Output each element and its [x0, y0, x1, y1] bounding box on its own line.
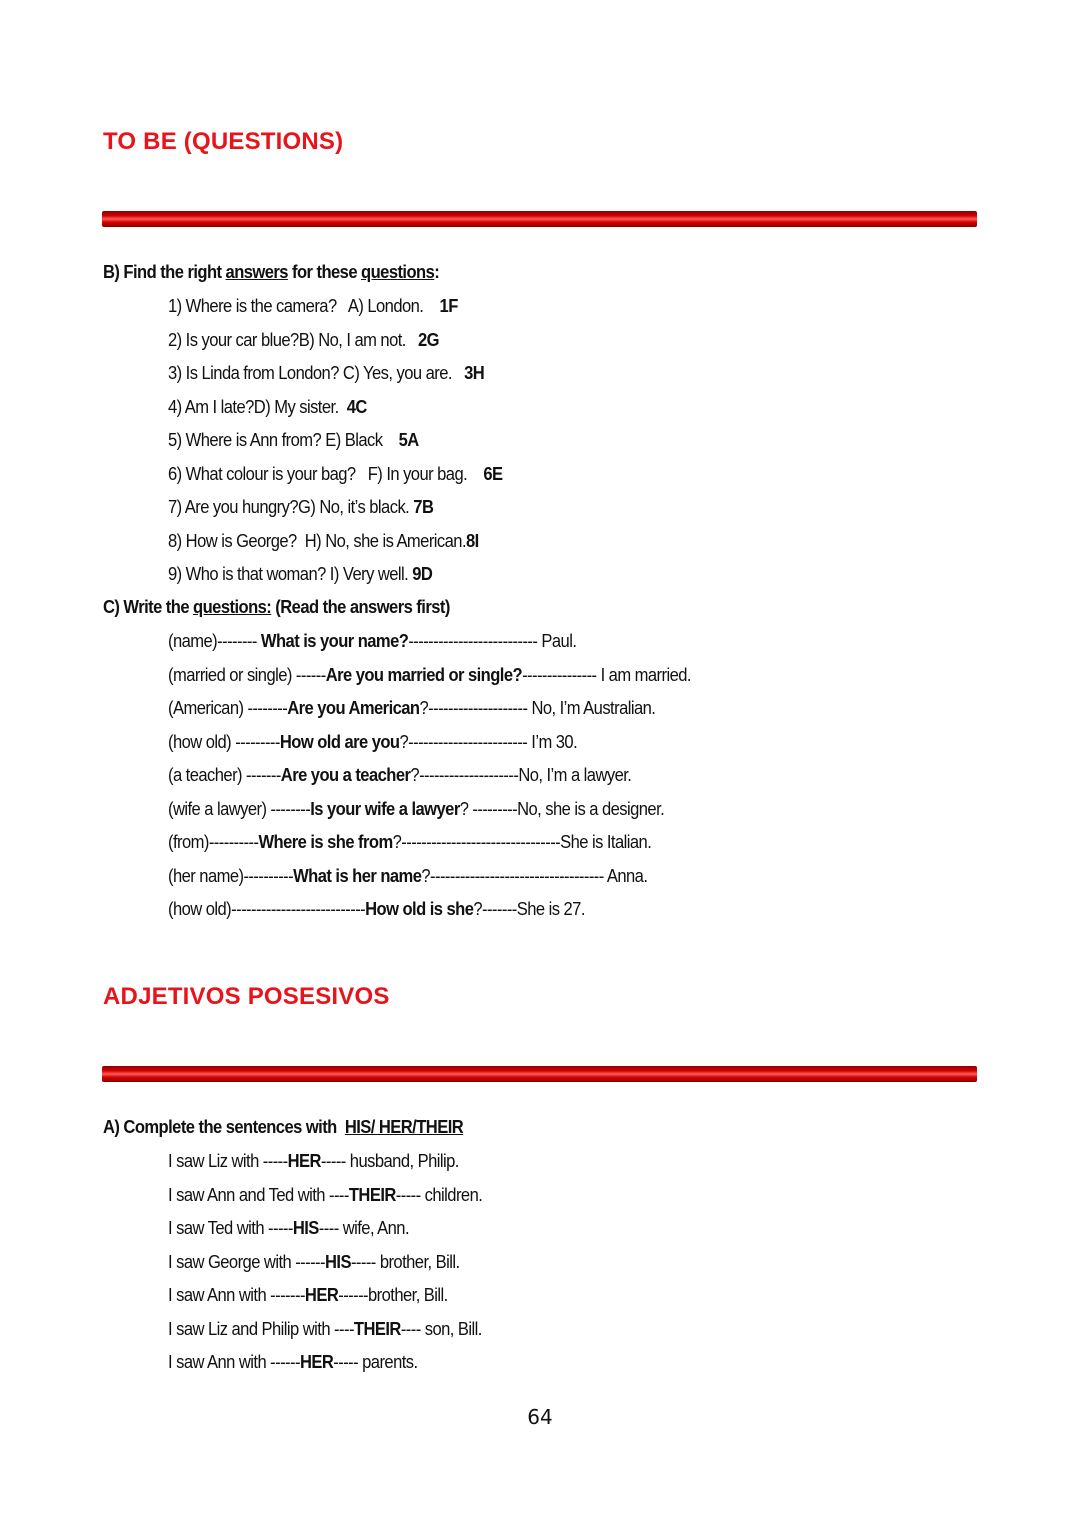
line-text: 5) Where is Ann from? E) Black [168, 430, 399, 450]
exercise-a-item [168, 1185, 482, 1206]
line-text: for these [287, 262, 362, 282]
answer-text: How old are you [279, 731, 400, 752]
exercise-a-heading [103, 1117, 463, 1138]
exercise-b-item [168, 531, 479, 552]
answer-text: HIS [324, 1251, 351, 1272]
red-divider-bar [102, 1066, 977, 1082]
line-text: C) Write the [103, 597, 194, 617]
line-text: 9) Who is that woman? I) Very well. [168, 564, 413, 584]
answer-text: Are you married or single? [325, 664, 523, 685]
line-text: ---- wife, Ann. [318, 1218, 409, 1238]
exercise-b-item [168, 464, 503, 485]
answer-text: 1F [439, 296, 458, 316]
answer-text: HER [299, 1352, 334, 1372]
line-text: 4) Am I late?D) My sister. [168, 396, 347, 417]
section-title-to-be: TO BE (QUESTIONS) [103, 128, 344, 155]
underlined-text: questions: [193, 597, 272, 617]
exercise-c-item [168, 799, 664, 820]
exercise-b-item [168, 497, 433, 518]
answer-text: How old is she [365, 899, 474, 919]
exercise-a-item [168, 1352, 418, 1373]
exercise-a-item [168, 1151, 459, 1172]
line-text: 1) Where is the camera? A) London. [168, 296, 440, 316]
line-text: (wife a lawyer) -------- [168, 798, 311, 819]
answer-text: 5A [398, 430, 419, 450]
exercise-a-item [168, 1319, 482, 1340]
line-text: I saw George with ------ [168, 1251, 325, 1272]
line-text: 3) Is Linda from London? C) Yes, you are. [168, 363, 465, 383]
line-text: ----- husband, Philip. [320, 1151, 459, 1171]
answer-text: 9D [412, 564, 433, 584]
answer-text: HER [304, 1285, 339, 1305]
answer-text: 2G [417, 329, 439, 350]
answer-text: 4C [346, 396, 367, 417]
answer-text: 7B [413, 497, 434, 517]
underlined-text: questions [361, 262, 435, 282]
exercise-b-item [168, 430, 419, 451]
line-text: A) Complete the sentences with [103, 1117, 345, 1137]
line-text: 7) Are you hungry?G) No, it’s black. [168, 497, 414, 517]
answer-text: Are you a teacher [280, 765, 411, 785]
line-text: (how old) --------- [168, 731, 280, 752]
answer-text: 8I [466, 530, 479, 551]
exercise-c-heading [103, 597, 450, 618]
line-text: (a teacher) ------- [168, 765, 281, 785]
answer-text: 6E [483, 463, 503, 484]
exercise-a-item [168, 1218, 409, 1239]
line-text: (how old)--------------------------- [168, 899, 366, 919]
exercise-b-heading [103, 262, 439, 283]
line-text: ? ---------No, she is a designer. [459, 798, 665, 819]
underlined-text: HIS/ HER/THEIR [344, 1117, 464, 1137]
line-text: (Read the answers first) [271, 597, 450, 617]
page-number: 64 [527, 1405, 553, 1429]
line-text: B) Find the right [103, 262, 226, 282]
line-text: (name)-------- [168, 631, 261, 651]
exercise-c-item [168, 899, 585, 920]
red-divider-bar [102, 211, 977, 227]
exercise-c-item [168, 732, 577, 753]
answer-text: Is your wife a lawyer [310, 798, 460, 819]
line-text: 2) Is your car blue?B) No, I am not. [168, 329, 418, 350]
line-text: ----- children. [395, 1184, 483, 1205]
line-text: ?----------------------------------- Anna. [421, 865, 648, 886]
line-text: ?--------------------------------She is Italian. [392, 832, 652, 852]
answer-text: THEIR [348, 1184, 396, 1205]
exercise-b-item [168, 330, 439, 351]
exercise-a-item [168, 1285, 448, 1306]
answer-text: Where is she from [258, 832, 393, 852]
exercise-c-item [168, 698, 655, 719]
line-text: : [434, 262, 440, 282]
line-text: I saw Ann with ------- [168, 1285, 305, 1305]
line-text: (American) -------- [168, 698, 288, 718]
answer-text: HIS [292, 1218, 319, 1238]
line-text: I saw Ann with ------ [168, 1352, 300, 1372]
line-text: ----- parents. [333, 1352, 418, 1372]
answer-text: 3H [464, 363, 485, 383]
answer-text: What is your name? [260, 631, 409, 651]
exercise-a-item [168, 1252, 460, 1273]
answer-text: Are you American [287, 698, 420, 718]
line-text: ------brother, Bill. [338, 1285, 448, 1305]
exercise-c-item [168, 765, 631, 786]
line-text: I saw Ted with ----- [168, 1218, 293, 1238]
underlined-text: answers [225, 262, 288, 282]
exercise-c-item [168, 832, 651, 853]
line-text: I saw Ann and Ted with ---- [168, 1184, 349, 1205]
line-text: ---- son, Bill. [400, 1318, 482, 1339]
line-text: I saw Liz and Philip with ---- [168, 1318, 354, 1339]
line-text: 8) How is George? H) No, she is American. [168, 530, 467, 551]
exercise-c-item [168, 866, 647, 887]
exercise-b-item [168, 296, 458, 317]
line-text: -------------------------- Paul. [408, 631, 577, 651]
line-text: (married or single) ------ [168, 664, 326, 685]
exercise-c-item [168, 631, 576, 652]
line-text: ?--------------------No, I’m a lawyer. [410, 765, 632, 785]
exercise-b-item [168, 363, 484, 384]
answer-text: HER [287, 1151, 321, 1171]
exercise-b-item [168, 397, 367, 418]
line-text: (from)---------- [168, 832, 259, 852]
exercise-b-item [168, 564, 432, 585]
exercise-c-item [168, 665, 691, 686]
section-title-adjetivos: ADJETIVOS POSESIVOS [103, 983, 390, 1010]
line-text: ?------------------------ I’m 30. [399, 731, 578, 752]
line-text: 6) What colour is your bag? F) In your bag. [168, 463, 484, 484]
answer-text: THEIR [353, 1318, 401, 1339]
line-text: --------------- I am married. [522, 664, 691, 685]
line-text: (her name)---------- [168, 865, 294, 886]
line-text: ?-------She is 27. [473, 899, 585, 919]
line-text: ?-------------------- No, I’m Australian. [419, 698, 656, 718]
line-text: I saw Liz with ----- [168, 1151, 288, 1171]
answer-text: What is her name [293, 865, 422, 886]
line-text: ----- brother, Bill. [350, 1251, 460, 1272]
